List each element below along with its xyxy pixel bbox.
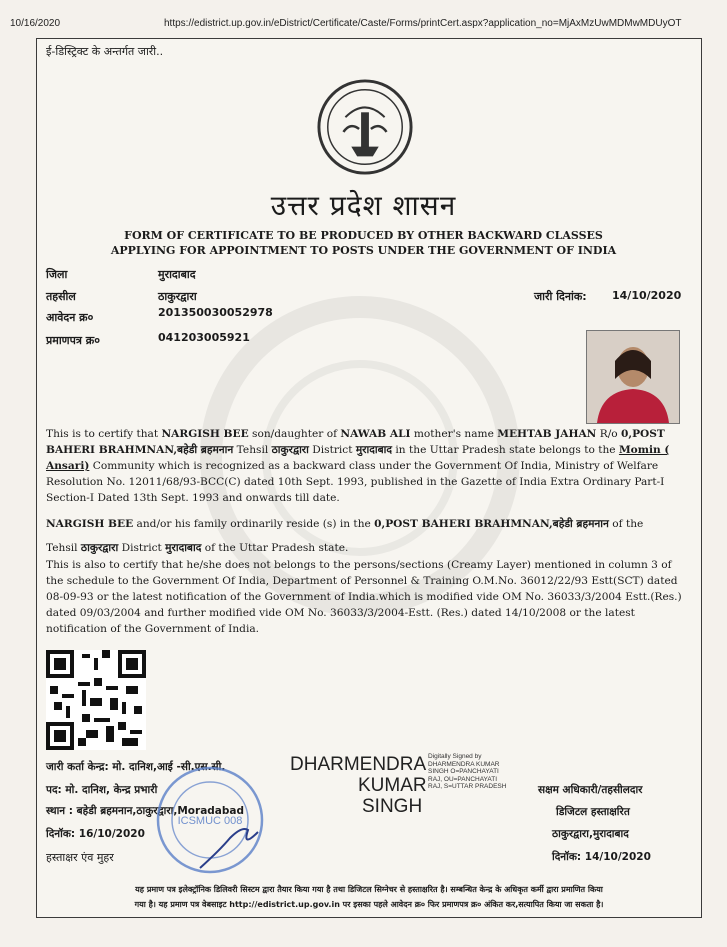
digital-signature-details: Digitally Signed by DHARMENDRA KUMAR SINGH O=PANCHAYATI RAJ, OU=PANCHAYATI RAJ, S=UTTAR PRADESH [428, 753, 507, 791]
district-label: जिला [46, 268, 68, 281]
authority-place: ठाकुरद्वारा,मुरादाबाद [552, 828, 629, 840]
print-url: https://edistrict.up.gov.in/eDistrict/Certificate/Caste/Forms/printCert.aspx?application_no=MjAxMzUwMDMwMDUyOT [164, 18, 682, 29]
body-tehsil: ठाकुरद्वारा [271, 444, 309, 456]
edistrict-note: ई-डिस्ट्रिक्ट के अन्तर्गत जारी.. [46, 45, 164, 58]
signer-name: DHARMENDRA KUMAR SINGH [290, 754, 427, 817]
form-title-line2: APPLYING FOR APPOINTMENT TO POSTS UNDER THE GOVERNMENT OF INDIA [110, 244, 617, 257]
applicant-name: NARGISH BEE [161, 428, 249, 440]
community: Momin ( Ansari) [46, 444, 670, 472]
application-value: 201350030052978 [158, 306, 273, 319]
issuer-date: दिनॉक: 16/10/2020 [46, 828, 145, 840]
applicant-photo [586, 330, 680, 424]
issuer-designation: पद: मो. दानिश, केन्द्र प्रभारी [46, 784, 158, 796]
qr-code [46, 650, 146, 750]
certificate-label: प्रमाणपत्र क्र० [46, 334, 100, 347]
issuer-center: जारी कर्ता केन्द्र: मो. दानिश,आई -सी.एस.सी. [46, 761, 226, 773]
tehsil-value: ठाकुरद्वारा [158, 290, 197, 303]
signature-seal-label: हस्ताक्षर एंव मुहर [46, 851, 114, 864]
form-title [0, 228, 727, 258]
official-stamp [150, 760, 270, 880]
mother-name: MEHTAB JAHAN [497, 428, 597, 440]
digital-sign-label: डिजिटल हस्ताक्षरित [556, 806, 630, 818]
tehsil-label: तहसील [46, 290, 76, 303]
authority-date: दिनॉक: 14/10/2020 [552, 851, 651, 863]
authority-title: सक्षम अधिकारी/तहसीलदार [538, 784, 643, 796]
issuer-place: स्थान : बहेडी ब्रहमनान,ठाकुरद्वारा,Moradabad [46, 805, 245, 817]
address: 0,POST BAHERI BRAHMNAN,बहेडी ब्रहमनान [46, 428, 665, 456]
up-emblem-icon [316, 78, 414, 176]
certificate-paragraph-4: This is also to certify that he/she does not belongs to the persons/sections (Creamy Layer) mentioned in column 3 of the schedule to the Government Of India, Department of Personnel & Training O.M.No. 36012/22/93 Estt(SCT) dated 08-09-93 or the latest notification of the Government of India.which is modified vide OM No. 36033/3/2004 Estt.(Res.) dated 09/03/2004 and further modified vide OM No. 36033/3/2004-Estt. (Res.) dated 14/10/2008 or the latest notification of the Government of India. [46, 559, 682, 635]
certificate-value: 041203005921 [158, 331, 250, 344]
father-name: NAWAB ALI [340, 428, 411, 440]
stamp-text: ICSMUC 008 [177, 815, 243, 827]
certificate-paragraph-2: NARGISH BEE and/or his family ordinarily reside (s) in the 0,POST BAHERI BRAHMNAN,बहेडी ब्रहमनान of the [46, 518, 644, 530]
government-title: उत्तर प्रदेश शासन [270, 189, 457, 222]
disclaimer: यह प्रमाण पत्र इलेक्ट्रॉनिक डिलिवरी सिस्टम द्वारा तैयार किया गया है तथा डिजिटल सिग्नेचर से हस्ताक्षरित है। सम्बन्धित केन्द्र के अधिकृत कर्मी द्वारा प्रमाणित किया गया है। यह प्रमाण पत्र वेबसाइट http://edistrict.up.gov.in पर इसका पहले आवेदन क्र० फिर प्रमाणपत्र क्र० अंकित कर,सत्यापित किया जा सकता है। [134, 885, 604, 909]
issue-date-label: जारी दिनांक: [534, 290, 587, 303]
application-label: आवेदन क्र० [46, 311, 94, 324]
district-value: मुरादाबाद [158, 268, 196, 281]
form-title-line1: FORM OF CERTIFICATE TO BE PRODUCED BY OTHER BACKWARD CLASSES [124, 229, 603, 242]
body-district: मुरादाबाद [355, 444, 393, 456]
print-date: 10/16/2020 [10, 18, 61, 29]
certificate-paragraph-1: This is to certify that NARGISH BEE son/daughter of NAWAB ALI mother's name MEHTAB JAHAN R/o 0,POST BAHERI BRAHMNAN,बहेडी ब्रहमनान Tehsil ठाकुरद्वारा District मुरादाबाद in the Uttar Pradesh state belongs to the Momin ( Ansari) Community which is recognized as a backward class under the Government Of India, Ministry of Welfare Resolution No. 12011/68/93-BCC(C) dated 10th Sept. 1993, published in the Gazette of India Extra Ordinary Part-I Section-I Dated 13th Sept. 1993 and onwards till date. [46, 428, 670, 504]
issue-date-value: 14/10/2020 [612, 289, 682, 302]
certificate-paragraph-3: Tehsil ठाकुरद्वारा District मुरादाबाद of the Uttar Pradesh state. [46, 542, 349, 554]
